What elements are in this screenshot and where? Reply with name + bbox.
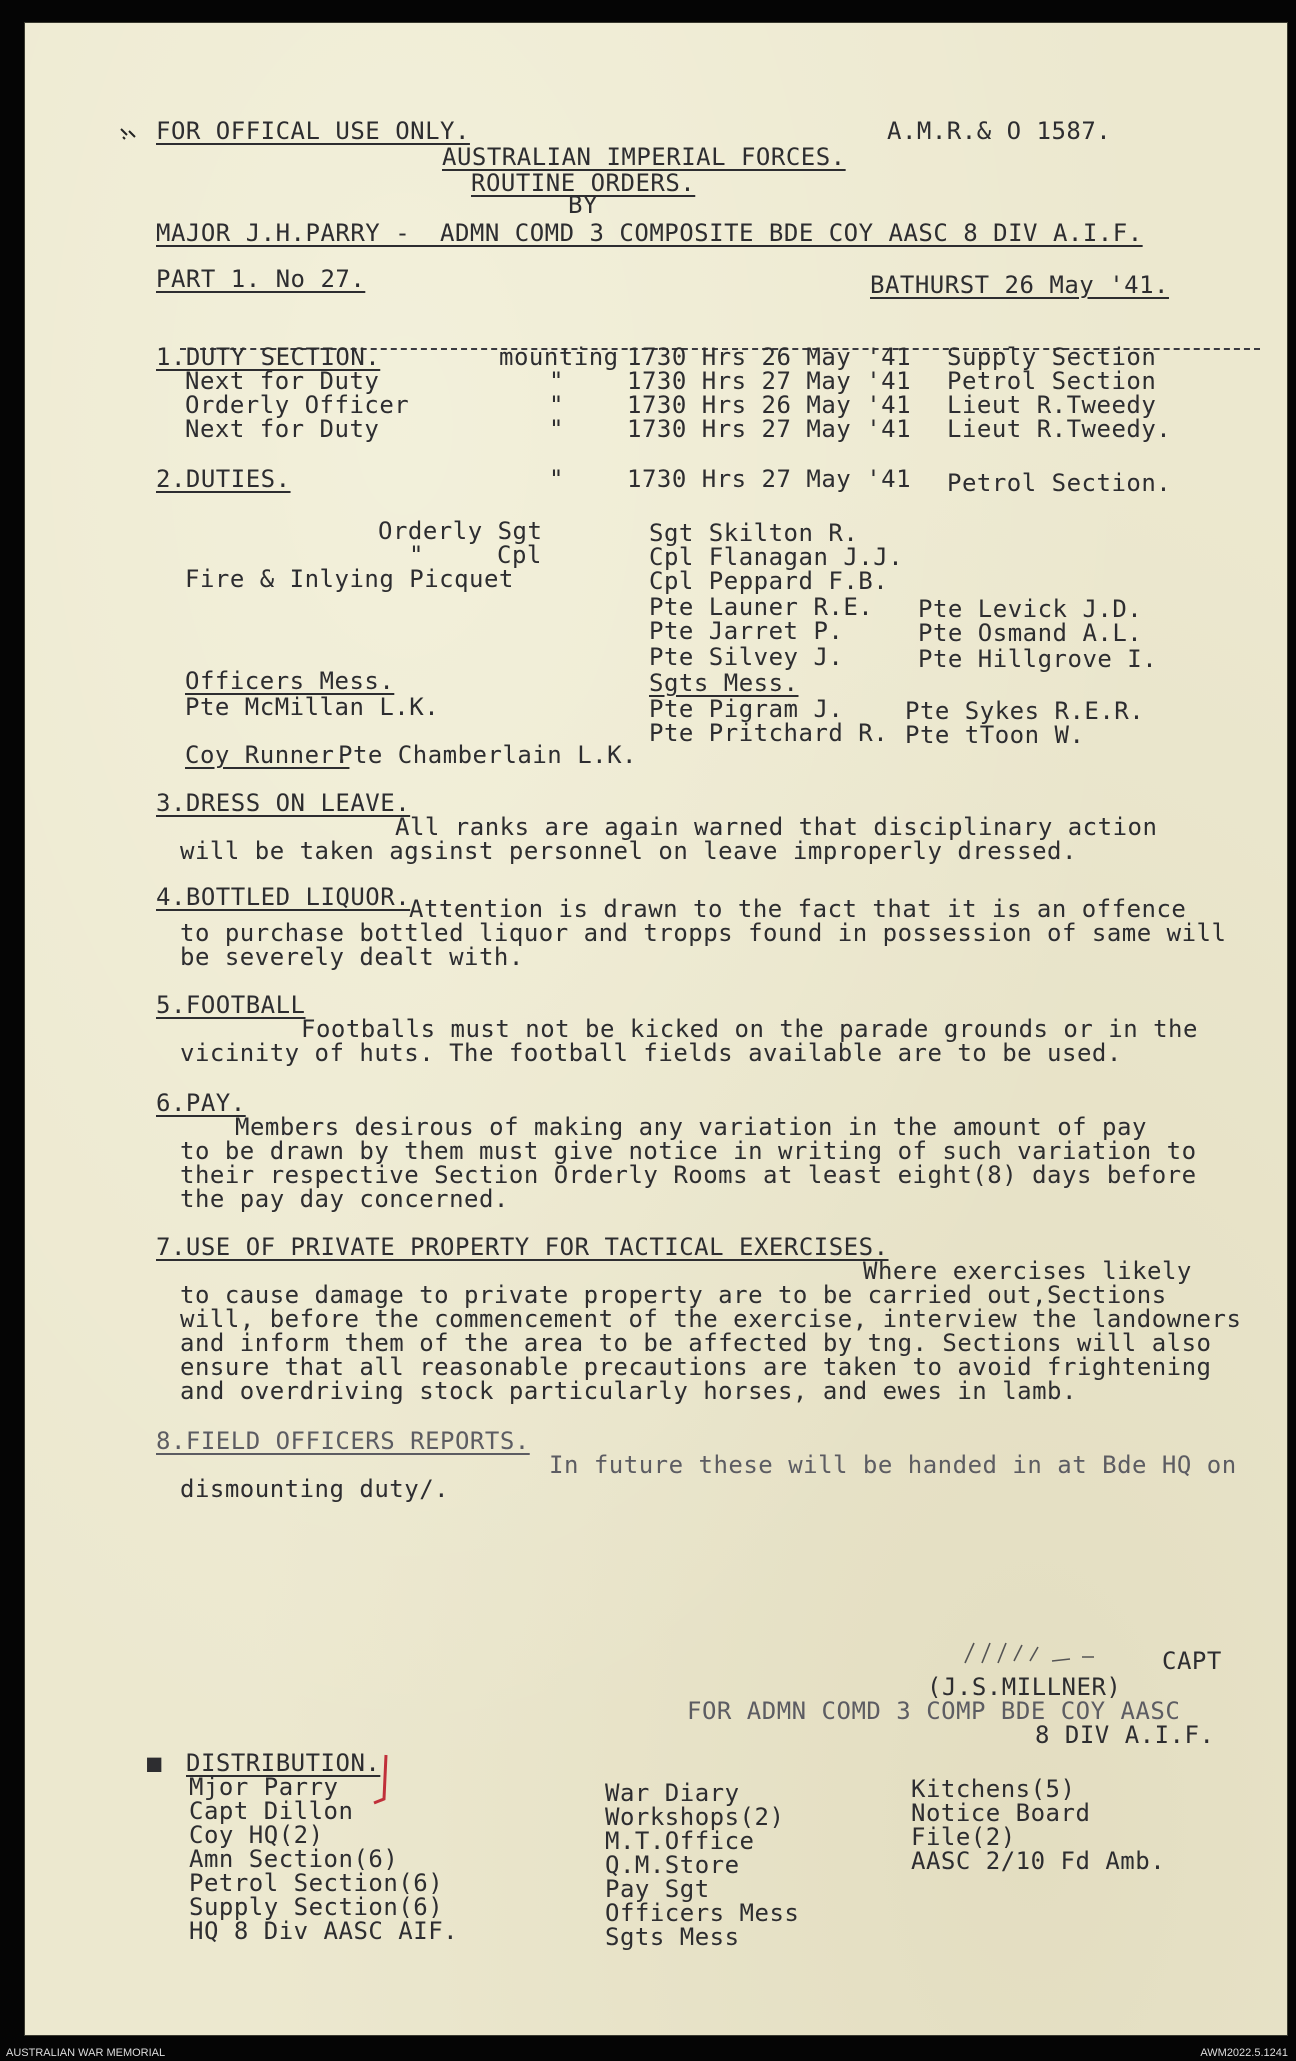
duties-time: 1730 Hrs 27 May '41 [627, 465, 912, 493]
duty-who: Lieut R.Tweedy [947, 391, 1157, 419]
duty-who: Petrol Section [947, 367, 1157, 395]
distribution-item: Capt Dillon [189, 1797, 354, 1825]
signature-rank: CAPT [1162, 1647, 1222, 1675]
distribution-item: Workshops(2) [605, 1803, 785, 1831]
duty-ditto: " [549, 391, 564, 419]
duty-time: 1730 Hrs 27 May '41 [627, 415, 912, 443]
duty-name: Pte Silvey J. [649, 643, 844, 671]
distribution-item: Notice Board [911, 1799, 1091, 1827]
orderly-cpl-label: Cpl [497, 541, 542, 569]
duties-who: Petrol Section. [947, 469, 1172, 497]
dress-text: will be taken agsinst personnel on leave improperly dressed. [180, 837, 1077, 865]
officers-mess-label: Officers Mess. [185, 667, 395, 695]
distribution-heading: DISTRIBUTION. [186, 1749, 381, 1777]
property-text: to cause damage to private property are to be carried out,Sections [180, 1281, 1167, 1309]
duty-time: 1730 Hrs 26 May '41 [627, 391, 912, 419]
duty-label: Next for Duty [185, 367, 380, 395]
archive-reference: AWM2022.5.1241 [1200, 2047, 1288, 2059]
distribution-item: Coy HQ(2) [189, 1821, 324, 1849]
property-text: will, before the commencement of the exercise, interview the landowners [180, 1305, 1242, 1333]
distribution-item: War Diary [605, 1779, 740, 1807]
duty-name: Cpl Flanagan J.J. [649, 543, 904, 571]
document-page [24, 22, 1288, 2036]
football-heading: 5.FOOTBALL [156, 991, 306, 1019]
property-text: and overdriving stock particularly horses, and ewes in lamb. [180, 1377, 1077, 1405]
orders-title: ROUTINE ORDERS. [471, 169, 696, 197]
sgts-mess-name: Pte tToon W. [905, 721, 1085, 749]
pay-text: the pay day concerned. [180, 1185, 509, 1213]
reference-number: A.M.R.& O 1587. [887, 117, 1112, 145]
coy-runner-label: Coy Runner. [185, 741, 350, 769]
football-text: vicinity of huts. The football fields available are to be used. [180, 1039, 1122, 1067]
picquet-label: Fire & Inlying Picquet [185, 565, 514, 593]
distribution-item: HQ 8 Div AASC AIF. [189, 1917, 459, 1945]
field-reports-heading: 8.FIELD OFFICERS REPORTS. [156, 1427, 530, 1455]
duty-name: Pte Osmand A.L. [918, 619, 1143, 647]
official-use-line: FOR OFFICAL USE ONLY. [156, 117, 470, 145]
pay-text: their respective Section Orderly Rooms at least eight(8) days before [180, 1161, 1197, 1189]
duty-ditto: " [549, 367, 564, 395]
duty-who: Lieut R.Tweedy. [947, 415, 1172, 443]
pay-text: to be drawn by them must give notice in writing of such variation to [180, 1137, 1197, 1165]
part-number: PART 1. No 27. [156, 265, 366, 293]
field-reports-text: dismounting duty/. [180, 1475, 450, 1503]
football-text: Footballs must not be kicked on the parade grounds or in the [301, 1015, 1198, 1043]
pay-heading: 6.PAY. [156, 1089, 246, 1117]
coy-runner-name: Pte Chamberlain L.K. [338, 741, 637, 769]
commander-line: MAJOR J.H.PARRY - ADMN COMD 3 COMPOSITE BDE COY AASC 8 DIV A.I.F. [156, 219, 1143, 247]
archive-credit: AUSTRALIAN WAR MEMORIAL [6, 2047, 166, 2059]
signature-name: (J.S.MILLNER) [927, 1673, 1122, 1701]
sgts-mess-name: Pte Pritchard R. [649, 719, 889, 747]
duty-time: 1730 Hrs 26 May '41 [627, 343, 912, 371]
duty-ditto: mounting [499, 343, 619, 371]
duties-ditto: " [549, 465, 564, 493]
duty-name: Cpl Peppard F.B. [649, 567, 889, 595]
distribution-item: Pay Sgt [605, 1875, 710, 1903]
duty-label: Orderly Officer [185, 391, 410, 419]
pay-text: Members desirous of making any variation in the amount of pay [235, 1113, 1147, 1141]
by-line: BY [568, 191, 598, 219]
liquor-text: be severely dealt with. [180, 943, 524, 971]
distribution-item: File(2) [911, 1823, 1016, 1851]
property-heading: 7.USE OF PRIVATE PROPERTY FOR TACTICAL EXERCISES. [156, 1233, 889, 1261]
dress-text: All ranks are again warned that disciplinary action [395, 813, 1158, 841]
duty-section-heading: 1.DUTY SECTION. [156, 343, 381, 371]
distribution-item: Mjor Parry [189, 1773, 339, 1801]
duty-name: Pte Hillgrove I. [918, 645, 1158, 673]
handwritten-signature-icon [960, 1639, 1170, 1669]
duty-label: Next for Duty [185, 415, 380, 443]
officers-mess-name: Pte McMillan L.K. [185, 693, 440, 721]
duties-heading: 2.DUTIES. [156, 465, 291, 493]
red-tick-icon [370, 1753, 400, 1809]
distribution-item: Supply Section(6) [189, 1893, 444, 1921]
distribution-item: Kitchens(5) [911, 1775, 1076, 1803]
sgts-mess-name: Pte Pigram J. [649, 695, 844, 723]
distribution-item: AASC 2/10 Fd Amb. [911, 1847, 1166, 1875]
liquor-heading: 4.BOTTLED LIQUOR. [156, 883, 411, 911]
duty-ditto: " [549, 415, 564, 443]
duty-name: Pte Jarret P. [649, 617, 844, 645]
duty-name: Pte Levick J.D. [918, 595, 1143, 623]
property-text: ensure that all reasonable precautions are taken to avoid frightening [180, 1353, 1212, 1381]
duty-name: Sgt Skilton R. [649, 519, 859, 547]
orderly-cpl-ditto: " [409, 541, 424, 569]
signature-for-line: FOR ADMN COMD 3 COMP BDE COY AASC [687, 1697, 1181, 1725]
distribution-item: Petrol Section(6) [189, 1869, 444, 1897]
distribution-item: M.T.Office [605, 1827, 755, 1855]
duty-name: Pte Launer R.E. [649, 593, 874, 621]
distribution-item: Amn Section(6) [189, 1845, 399, 1873]
sgts-mess-name: Pte Sykes R.E.R. [905, 697, 1145, 725]
field-reports-text: In future these will be handed in at Bde HQ on [549, 1451, 1237, 1479]
orderly-sgt-label: Orderly Sgt [378, 517, 543, 545]
distribution-marker: ■ [147, 1749, 162, 1777]
liquor-text: to purchase bottled liquor and tropps found in possession of same will [180, 919, 1227, 947]
property-text: and inform them of the area to be affected by tng. Sections will also [180, 1329, 1212, 1357]
duty-time: 1730 Hrs 27 May '41 [627, 367, 912, 395]
sgts-mess-label: Sgts Mess. [649, 669, 799, 697]
property-text: Where exercises likely [863, 1257, 1192, 1285]
distribution-item: Sgts Mess [605, 1923, 740, 1951]
distribution-item: Officers Mess [605, 1899, 800, 1927]
ink-mark-icon [119, 127, 137, 141]
distribution-item: Q.M.Store [605, 1851, 740, 1879]
signature-division: 8 DIV A.I.F. [1035, 1721, 1215, 1749]
duty-who: Supply Section [947, 343, 1157, 371]
liquor-text: Attention is drawn to the fact that it is an offence [409, 895, 1187, 923]
place-date: BATHURST 26 May '41. [870, 271, 1169, 299]
force-title: AUSTRALIAN IMPERIAL FORCES. [442, 143, 846, 171]
dress-heading: 3.DRESS ON LEAVE. [156, 789, 411, 817]
